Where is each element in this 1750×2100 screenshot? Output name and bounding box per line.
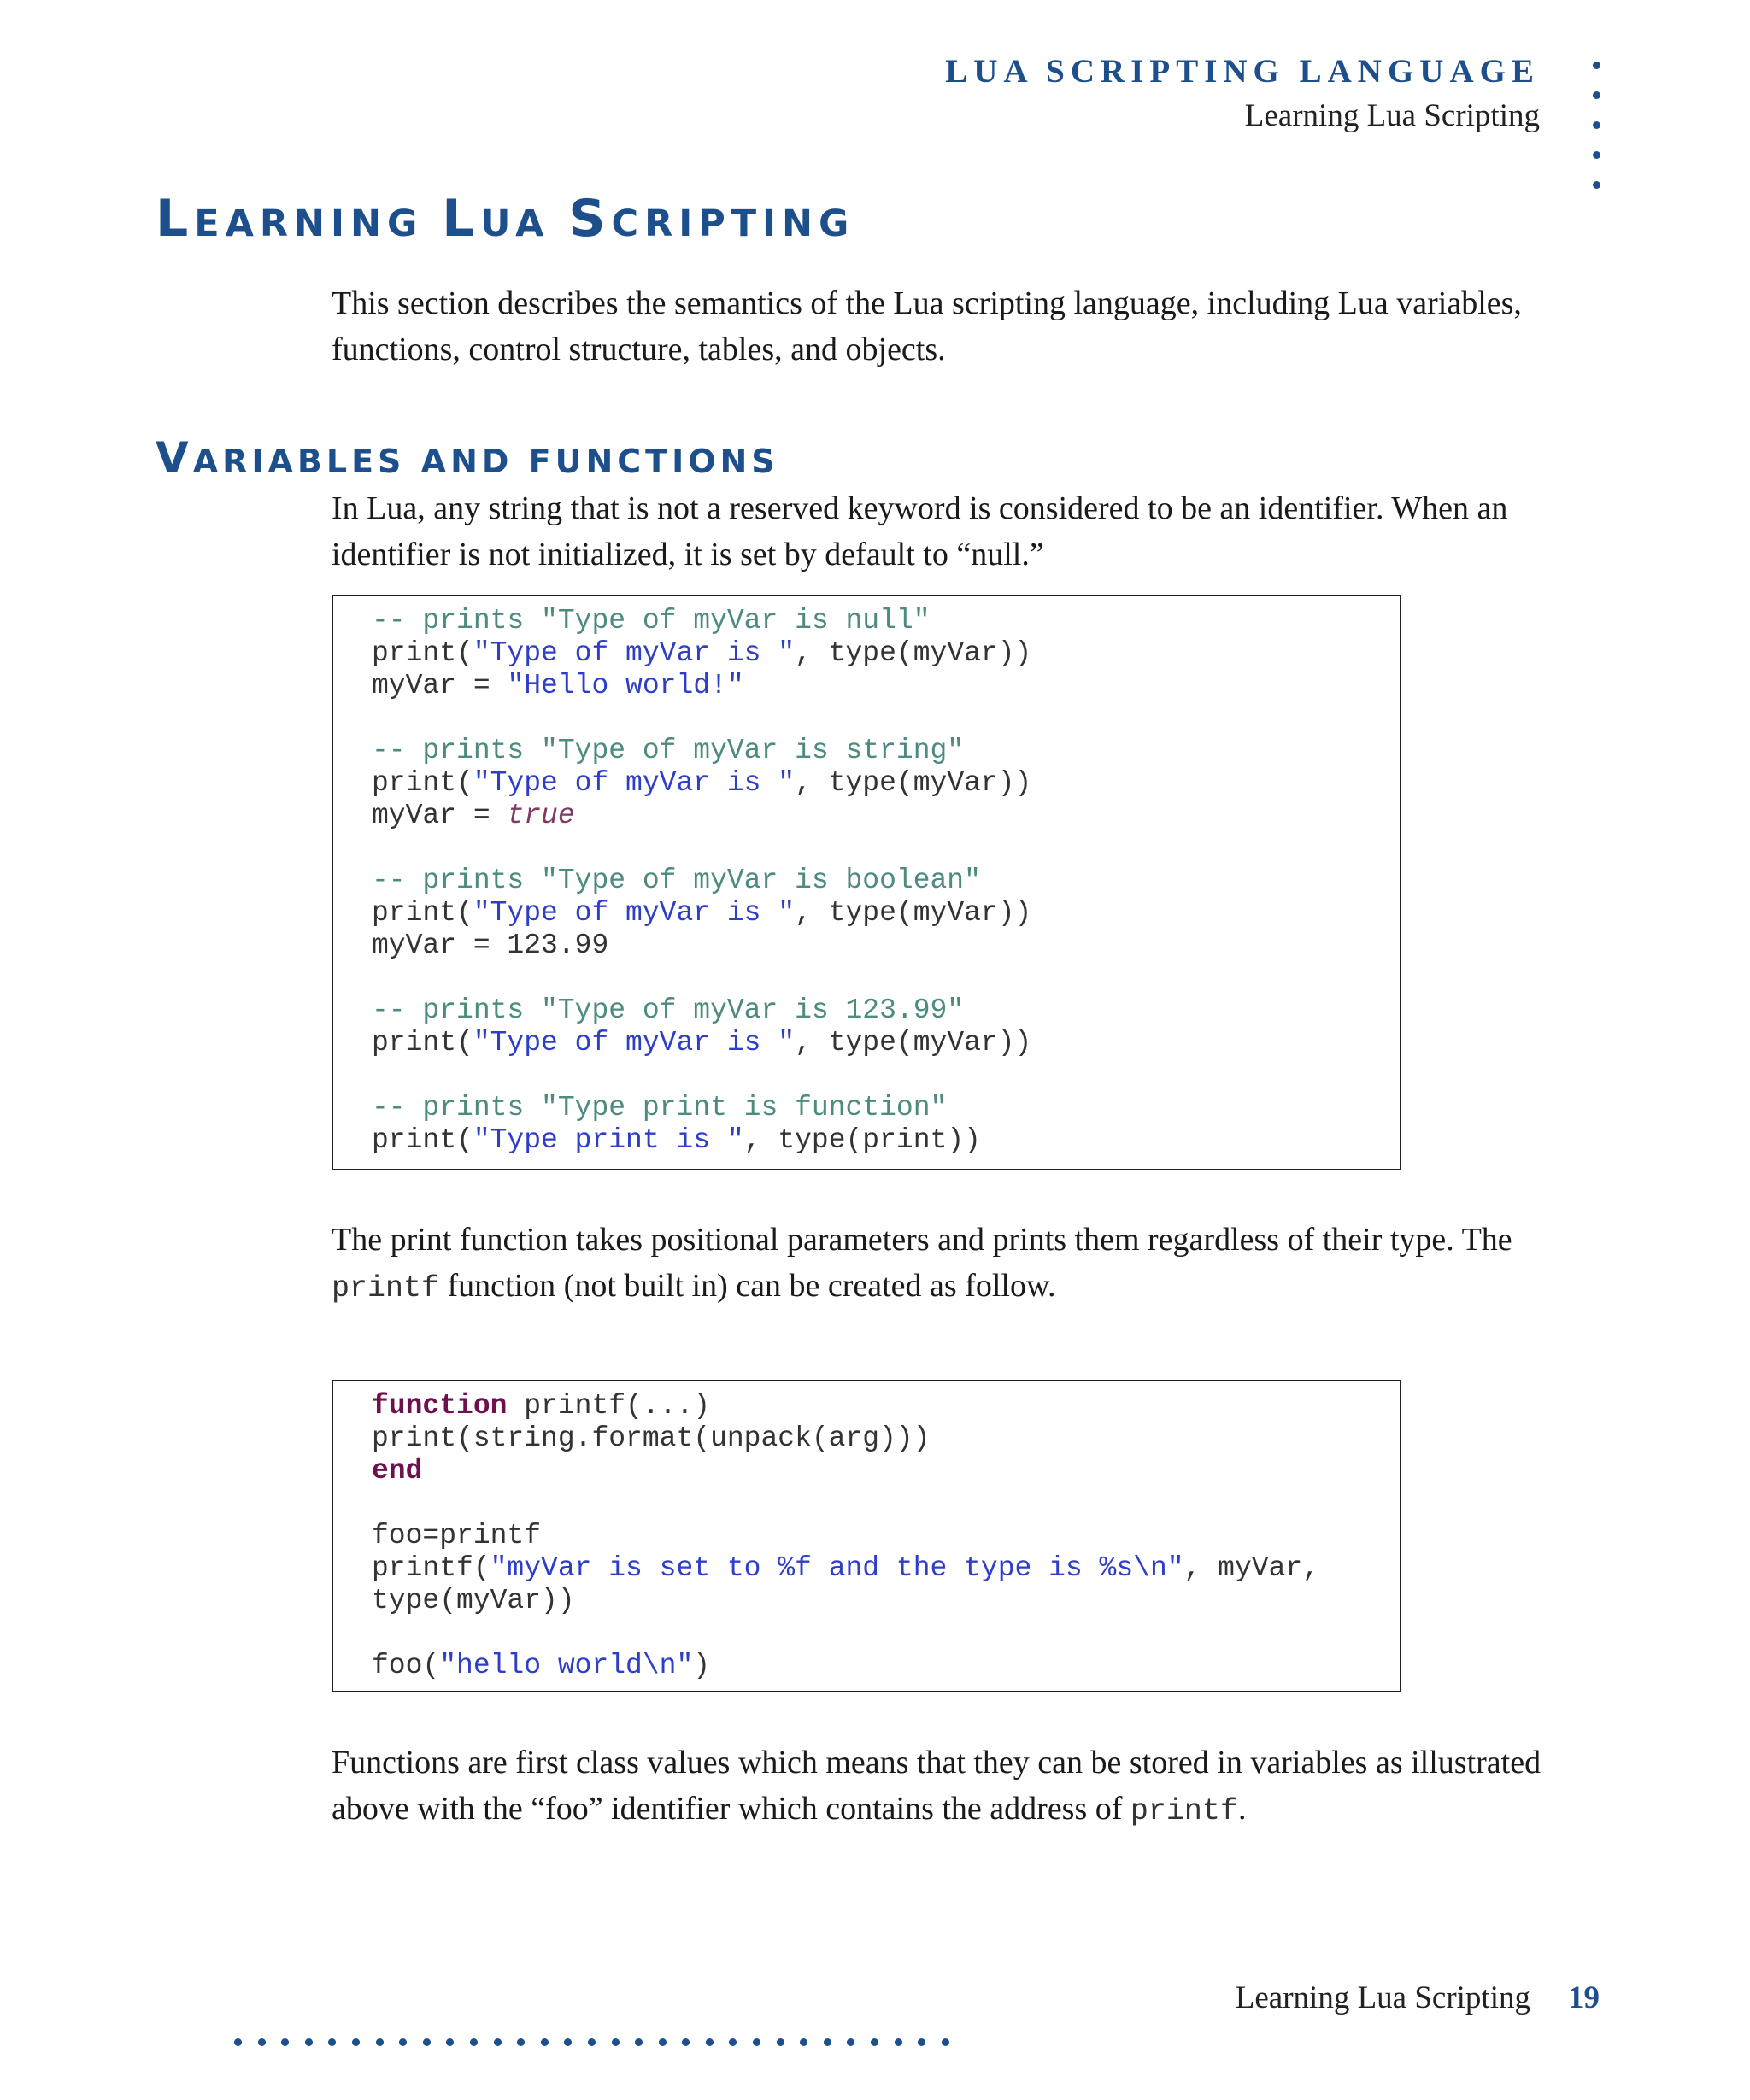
code-line <box>372 1422 1400 1455</box>
code-token: "myVar is set to %f and the type is %s\n" <box>490 1552 1184 1584</box>
code-line <box>372 832 1400 865</box>
code-line <box>372 865 1400 897</box>
print-paragraph: The print function takes positional parameters and prints them regardless of their type. The printf function (not built in) can be created as follow. <box>332 1222 1512 1305</box>
functions-paragraph: Functions are first class values which means that they can be stored in variables as illustrated above with the “foo” identifier which contains the address of printf. <box>332 1745 1542 1828</box>
code-token: print( <box>372 1124 473 1156</box>
code-line <box>372 1650 1400 1682</box>
footer-label: Learning Lua Scripting <box>1235 1980 1530 2015</box>
code-token: print( <box>372 767 473 799</box>
code-line <box>372 1487 1400 1520</box>
code-token: -- prints "Type of myVar is boolean" <box>372 865 981 896</box>
page-number: 19 <box>1568 1980 1600 2015</box>
intro-paragraph: This section describes the semantics of the Lua scripting language, including Lua variables, functions, control structure, tables, and objects. <box>332 285 1522 367</box>
inline-code-printf: printf <box>332 1271 440 1305</box>
code-line <box>372 1059 1400 1092</box>
code-token: print( <box>372 637 473 669</box>
code-line <box>372 702 1400 735</box>
code-line <box>372 637 1400 670</box>
page-footer <box>1236 1980 1600 2016</box>
code-token: type(myVar)) <box>372 1585 575 1616</box>
code-line <box>372 800 1400 832</box>
code-line <box>372 1520 1400 1552</box>
code-line <box>372 1585 1400 1617</box>
code-token: "Type of myVar is " <box>473 637 796 669</box>
code-line <box>372 1455 1400 1487</box>
code-block-printf <box>332 1380 1401 1692</box>
code-line <box>372 1124 1400 1157</box>
code-line <box>372 930 1400 962</box>
code-token: -- prints "Type of myVar is string" <box>372 735 965 766</box>
code-token: -- prints "Type of myVar is null" <box>372 605 931 636</box>
code-token: , type(myVar)) <box>795 1027 1032 1059</box>
code-line <box>372 1390 1400 1422</box>
code-token: "Type of myVar is " <box>473 767 796 799</box>
code-token: -- prints "Type print is function" <box>372 1092 948 1123</box>
code-token: myVar = 123.99 <box>372 930 609 961</box>
code-token: -- prints "Type of myVar is 123.99" <box>372 994 965 1026</box>
subsection-heading: VARIABLES AND FUNCTIONS <box>156 433 779 483</box>
code-token: , type(myVar)) <box>795 897 1032 929</box>
code-token: foo=printf <box>372 1520 542 1552</box>
code-line <box>372 1027 1400 1059</box>
code-line <box>372 962 1400 994</box>
code-token: "Hello world!" <box>507 670 744 701</box>
code-token: printf(...) <box>507 1390 711 1422</box>
vertical-dot-ornament <box>1591 62 1603 211</box>
code-line <box>372 767 1400 800</box>
code-token: foo( <box>372 1650 440 1681</box>
code-token: myVar = <box>372 670 508 701</box>
code-line <box>372 735 1400 767</box>
code-line <box>372 605 1400 637</box>
code-line <box>372 897 1400 930</box>
code-token: print( <box>372 897 473 929</box>
code-token: myVar = <box>372 800 508 831</box>
code-token: , myVar, <box>1183 1552 1319 1584</box>
variables-paragraph: In Lua, any string that is not a reserved keyword is considered to be an identifier. When an identifier is not initialized, it is set by default to “null.” <box>332 490 1508 572</box>
code-line <box>372 1092 1400 1124</box>
running-header-section: Learning Lua Scripting <box>1244 98 1540 133</box>
inline-code-printf: printf <box>1130 1794 1238 1828</box>
code-token: function <box>372 1390 508 1422</box>
code-token: printf( <box>372 1552 490 1584</box>
code-token: , type(print)) <box>743 1124 981 1156</box>
running-header <box>945 51 1540 140</box>
running-header-chapter: LUA SCRIPTING LANGUAGE <box>945 53 1540 90</box>
code-token: print( <box>372 1027 473 1059</box>
code-line <box>372 670 1400 702</box>
code-token: "hello world\n" <box>439 1650 694 1681</box>
code-token: "Type of myVar is " <box>473 1027 796 1059</box>
code-token: , type(myVar)) <box>795 767 1032 799</box>
section-heading: LEARNING LUA SCRIPTING <box>156 189 855 249</box>
code-token: end <box>372 1455 423 1487</box>
code-token: ) <box>693 1650 711 1681</box>
code-token: "Type of myVar is " <box>473 897 796 929</box>
code-line <box>372 1617 1400 1650</box>
code-block-types <box>332 595 1401 1170</box>
code-line <box>372 1552 1400 1585</box>
code-token: true <box>507 800 575 831</box>
code-token: print(string.format(unpack(arg))) <box>372 1422 931 1454</box>
code-line <box>372 994 1400 1027</box>
horizontal-dot-ornament <box>234 2038 965 2049</box>
code-token: , type(myVar)) <box>795 637 1032 669</box>
code-token: "Type print is " <box>473 1124 744 1156</box>
